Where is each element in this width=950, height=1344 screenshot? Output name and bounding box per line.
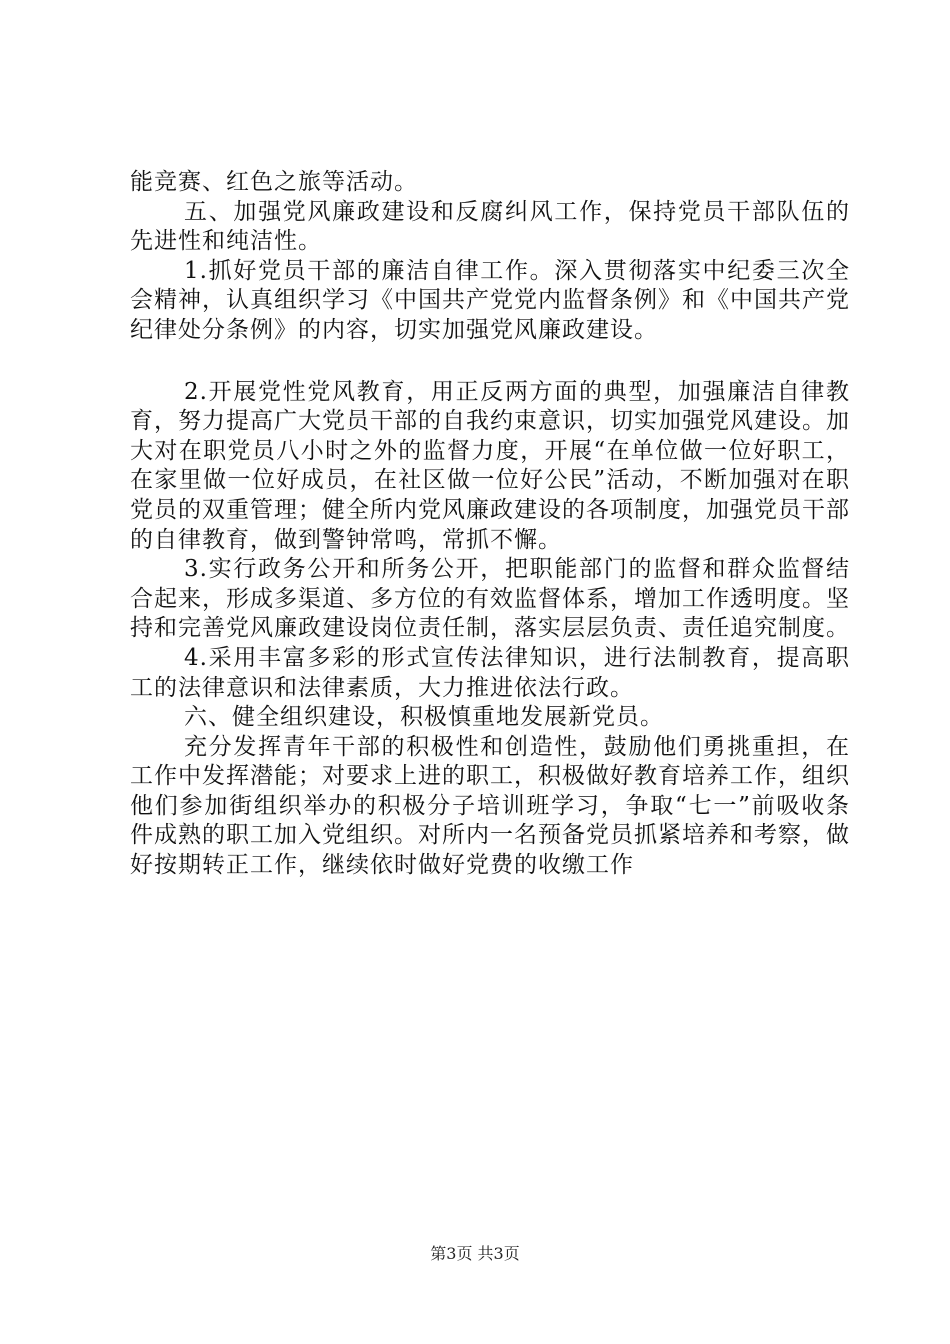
paragraph-item-1: 1.抓好党员干部的廉洁自律工作。深入贯彻落实中纪委三次全会精神，认真组织学习《中国共产党党内监督条例》和《中国共产党纪律处分条例》的内容，切实加强党风廉政建设。 [130,257,850,343]
paragraph-item-3: 3.实行政务公开和所务公开，把职能部门的监督和群众监督结合起来，形成多渠道、多方位的有效监督体系，增加工作透明度。坚持和完善党风廉政建设岗位责任制，落实层层负责、责任追究制度。 [130,556,850,642]
section-heading-five: 五、加强党风廉政建设和反腐纠风工作，保持党员干部队伍的先进性和纯洁性。 [130,198,850,255]
paragraph-organization: 充分发挥青年干部的积极性和创造性，鼓励他们勇挑重担，在工作中发挥潜能；对要求上进的职工，积极做好教育培养工作，组织他们参加街组织举办的积极分子培训班学习，争取“七一”前吸收条件成熟的职工加入党组织。对所内一名预备党员抓紧培养和考察，做好按期转正工作，继续依时做好党费的收缴工作 [130,733,850,879]
document-body [130,168,850,881]
paragraph-continuation: 能竞赛、红色之旅等活动。 [130,169,418,195]
paragraph-item-4: 4.采用丰富多彩的形式宣传法律知识，进行法制教育，提高职工的法律意识和法律素质，大力推进依法行政。 [130,644,850,701]
paragraph-item-2: 2.开展党性党风教育，用正反两方面的典型，加强廉洁自律教育，努力提高广大党员干部的自我约束意识，切实加强党风建设。加大对在职党员八小时之外的监督力度，开展“在单位做一位好职工，在家里做一位好成员，在社区做一位好公民”活动，不断加强对在职党员的双重管理；健全所内党风廉政建设的各项制度，加强党员干部的自律教育，做到警钟常鸣，常抓不懈。 [130,378,850,553]
paragraph-gap [130,346,850,378]
page-number-footer: 第3页 共3页 [430,1244,520,1263]
section-heading-six: 六、健全组织建设，积极慎重地发展新党员。 [184,704,664,731]
